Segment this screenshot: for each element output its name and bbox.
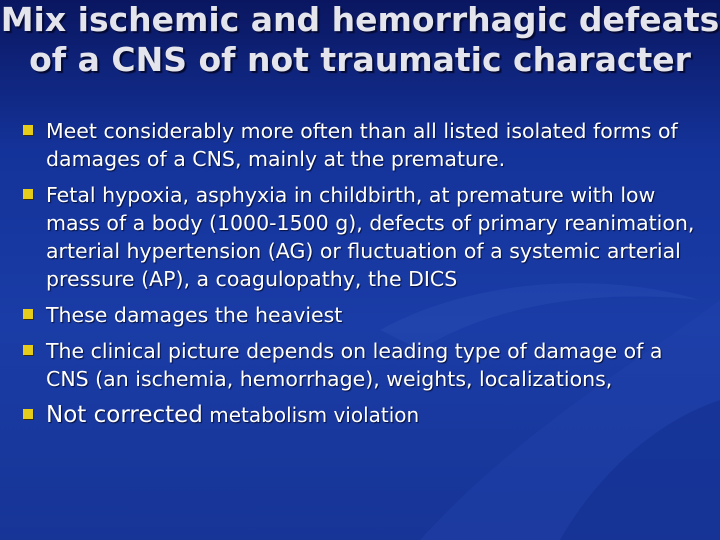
- bullet-text: Meet considerably more often than all listed isolated forms of damages of a CNS, mainly at the premature.: [46, 119, 678, 171]
- bullet-item: [20, 337, 710, 393]
- bullet-list: [20, 117, 710, 437]
- bullet-emphasis-text: Not corrected: [46, 402, 203, 428]
- bullet-text: metabolism violation: [202, 403, 420, 427]
- bullet-item: [20, 301, 710, 329]
- square-bullet-icon: [23, 345, 33, 355]
- bullet-text: The clinical picture depends on leading type of damage of a CNS (an ischemia, hemorrhage), weights, localizations,: [46, 339, 663, 391]
- bullet-item: [20, 401, 710, 429]
- square-bullet-icon: [23, 409, 33, 419]
- bullet-item: [20, 117, 710, 173]
- square-bullet-icon: [23, 189, 33, 199]
- slide-title: Mix ischemic and hemorrhagic defeats of a CNS of not traumatic character: [0, 0, 720, 79]
- bullet-text: These damages the heaviest: [46, 303, 343, 327]
- square-bullet-icon: [23, 309, 33, 319]
- square-bullet-icon: [23, 125, 33, 135]
- bullet-item: [20, 181, 710, 293]
- bullet-text: Fetal hypoxia, asphyxia in childbirth, at premature with low mass of a body (1000-1500 g), defects of primary reanimation, arterial hypertension (AG) or fluctuation of a systemic arterial pressure (AP), a coagulopathy, the DICS: [46, 183, 695, 291]
